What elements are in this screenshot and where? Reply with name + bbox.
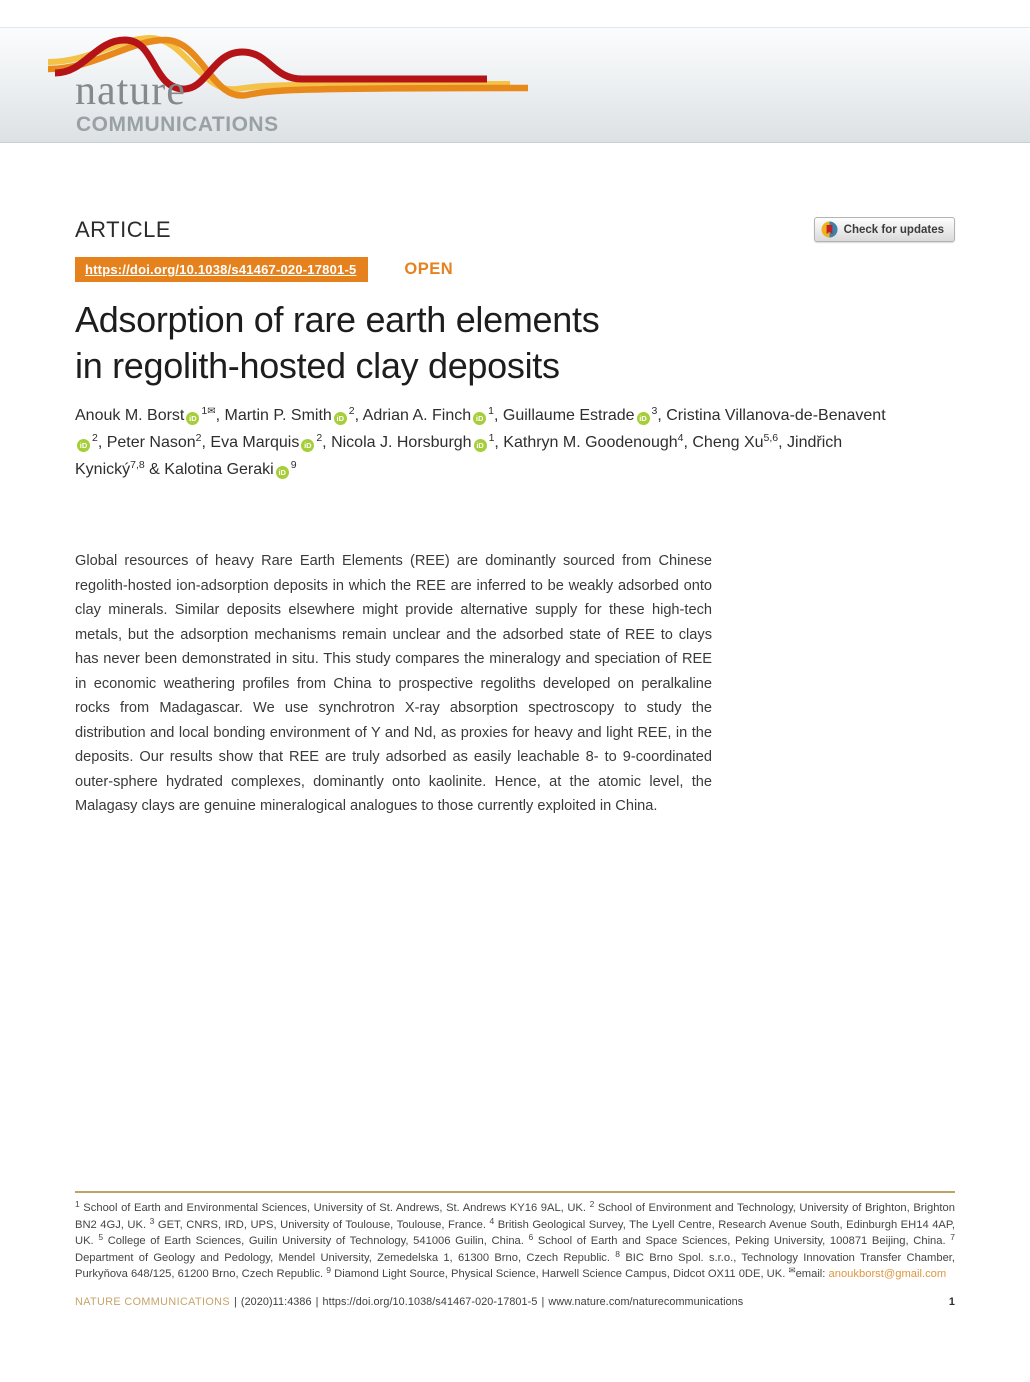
affiliation-number: 6	[528, 1232, 534, 1243]
check-for-updates-button[interactable]	[814, 217, 955, 242]
orcid-icon[interactable]: iD	[77, 439, 90, 452]
affiliations-rule	[75, 1191, 955, 1193]
email-icon: ✉	[788, 1265, 796, 1276]
article-title	[75, 297, 955, 389]
corresponding-author-email-link[interactable]: anoukborst@gmail.com	[828, 1268, 947, 1281]
footer-doi-link[interactable]: https://doi.org/10.1038/s41467-020-17801-5	[322, 1295, 538, 1308]
affiliation-number: 3	[149, 1215, 155, 1226]
corresponding-author-email-icon: ✉	[207, 406, 216, 417]
affiliation-number: 4	[489, 1215, 495, 1226]
crossmark-icon	[821, 221, 838, 238]
footer-separator: |	[541, 1295, 545, 1308]
author: Nicola J. Horsburgh $iD^1$	[331, 432, 495, 451]
affiliation-number: 2	[589, 1199, 595, 1209]
author-affiliation-superscript: 2	[92, 432, 98, 444]
journal-header-band	[0, 27, 1030, 143]
affiliation-number: 1	[75, 1199, 80, 1209]
page-number: 1	[948, 1295, 955, 1308]
author: Cheng Xu$^{5,6}$	[692, 432, 779, 451]
footer-separator: |	[315, 1295, 319, 1308]
author-affiliation-superscript: 1✉	[201, 405, 216, 417]
author-affiliation-superscript: 2	[348, 405, 355, 417]
article-title-line2: in regolith-hosted clay deposits	[75, 345, 560, 386]
author: Cristina Villanova-de-BenaventiD$^2$	[75, 407, 886, 451]
orcid-icon[interactable]: iD	[186, 412, 199, 425]
orcid-icon[interactable]: iD	[637, 412, 650, 425]
author: Kathryn M. Goodenough$^4$	[503, 432, 684, 451]
author-affiliation-superscript: 2	[316, 432, 323, 444]
affiliation-number: 8	[615, 1248, 621, 1259]
article-content	[0, 217, 1030, 819]
author: Peter Nason$^2$	[106, 432, 202, 451]
journal-logo-communications: COMMUNICATIONS	[76, 113, 279, 136]
author-affiliation-superscript: 5,6	[763, 432, 779, 444]
author-affiliation-superscript: 9	[290, 459, 297, 471]
footer-citation: (2020)11:4386	[240, 1295, 312, 1308]
footer-citation-line	[75, 1296, 743, 1308]
journal-logo-nature: nature	[75, 68, 186, 114]
doi-badge-link[interactable]: https://doi.org/10.1038/s41467-020-17801-5	[75, 257, 368, 282]
author: Kalotina Geraki $iD^9$	[164, 459, 297, 478]
affiliation-number: 9	[326, 1265, 331, 1276]
author: Adrian A. Finch $iD^1$	[362, 405, 494, 424]
author-affiliation-superscript: 3	[651, 405, 658, 417]
author: Jindřich Kynický$^{7,8}$	[75, 434, 843, 478]
abstract-text: Global resources of heavy Rare Earth Elements (REE) are dominantly sourced from Chinese regolith-hosted ion-adsorption deposits in which the REE are inferred to be weakly adsorbed onto clay minerals. Similar deposits elsewhere might provide alternative supply for these high-tech metals, but the adsorption mechanisms remain unclear and the adsorbed state of REE to clays has never been demonstrated in situ. This study compares the mineralogy and speciation of REE in economic weathering profiles from China to prospective regoliths developed on peralkaline rocks from Madagascar. We use synchrotron X-ray absorption spectroscopy to study the distribution and local bonding environment of Y and Nd, as proxies for heavy and light REE, in the deposits. Our results show that REE are truly adsorbed as easily leachable 8- to 9-coordinated outer-sphere hydrated complexes, dominantly onto kaolinite. Hence, at the atomic level, the Malagasy clays are genuine mineralogical analogues to those currently exploited in China.	[75, 553, 712, 814]
article-kicker: ARTICLE	[75, 217, 172, 242]
open-access-label: OPEN	[404, 260, 454, 278]
orcid-icon[interactable]: iD	[474, 439, 487, 452]
page-footer	[75, 1296, 955, 1308]
bottom-block	[75, 1191, 955, 1308]
author: Martin P. Smith $iD^2$	[224, 405, 355, 424]
affiliation-number: 5	[98, 1232, 104, 1243]
footer-journal-name: NATURE COMMUNICATIONS	[75, 1295, 230, 1308]
article-title-line1: Adsorption of rare earth elements	[75, 299, 600, 340]
orcid-icon[interactable]: iD	[473, 412, 486, 425]
footer-journal-url-link[interactable]: www.nature.com/naturecommunications	[548, 1295, 744, 1308]
footer-separator: |	[233, 1295, 237, 1308]
author: Anouk M. Borst $iD^{1✉}$	[75, 405, 216, 424]
kicker-row	[75, 217, 955, 243]
orcid-icon[interactable]: iD	[276, 466, 289, 479]
author-list: Anouk M. Borst $iD^{1✉}$, Martin P. Smith $iD^2$, Adrian A. Finch $iD^1$, Guillaume Estrade $iD^3$, Cristina Villanova-de-BenaventiD$^2$, Peter Nason$^2$, Eva Marquis $iD^2$, Nicola J. Horsburgh $iD^1$, Kathryn M. Goodenough$^4$, Cheng Xu$^{5,6}$, Jindřich Kynický$^{7,8}$ & Kalotina Geraki $iD^9$	[75, 405, 886, 478]
check-for-updates-label: Check for updates	[843, 223, 944, 236]
author-affiliation-superscript: 4	[677, 432, 684, 444]
author: Guillaume Estrade $iD^3$	[502, 405, 658, 424]
author-affiliation-superscript: 7,8	[130, 459, 145, 471]
author-affiliation-superscript: 2	[195, 432, 202, 444]
affiliation-number: 7	[950, 1232, 955, 1243]
author: Eva Marquis $iD^2$	[210, 432, 323, 451]
author-affiliation-superscript: 1	[488, 432, 495, 444]
doi-row	[75, 257, 955, 282]
affiliations-text: $^1$ School of Earth and Environmental Sciences, University of St. Andrews, St. Andrews KY16 9AL, UK. $^2$ School of Environment and Technology, University of Brighton, Brighton BN2 4GJ, UK. $^3$ GET, CNRS, IRD, UPS, University of Toulouse, Toulouse, France. $^4$ British Geological Survey, The Lyell Centre, Research Avenue South, Edinburgh EH14 4AP, UK. $^5$ College of Earth Sciences, Guilin University of Technology, 541006 Guilin, China. $^6$ School of Earth and Space Sciences, Peking University, 100871 Beijing, China. $^7$ Department of Geology and Pedology, Mendel University, Zemedelska 1, 61300 Brno, Czech Republic. $^8$ BIC Brno Spol. s.r.o., Technology Innovation Transfer Chamber, Purkyňova 648/125, 61200 Brno, Czech Republic. $^9$ Diamond Light Source, Physical Science, Harwell Science Campus, Didcot OX11 0DE, UK. ✉email: anoukborst@gmail.com	[75, 1199, 956, 1281]
author-affiliation-superscript: 1	[488, 405, 494, 417]
orcid-icon[interactable]: iD	[334, 412, 347, 425]
orcid-icon[interactable]: iD	[301, 439, 314, 452]
